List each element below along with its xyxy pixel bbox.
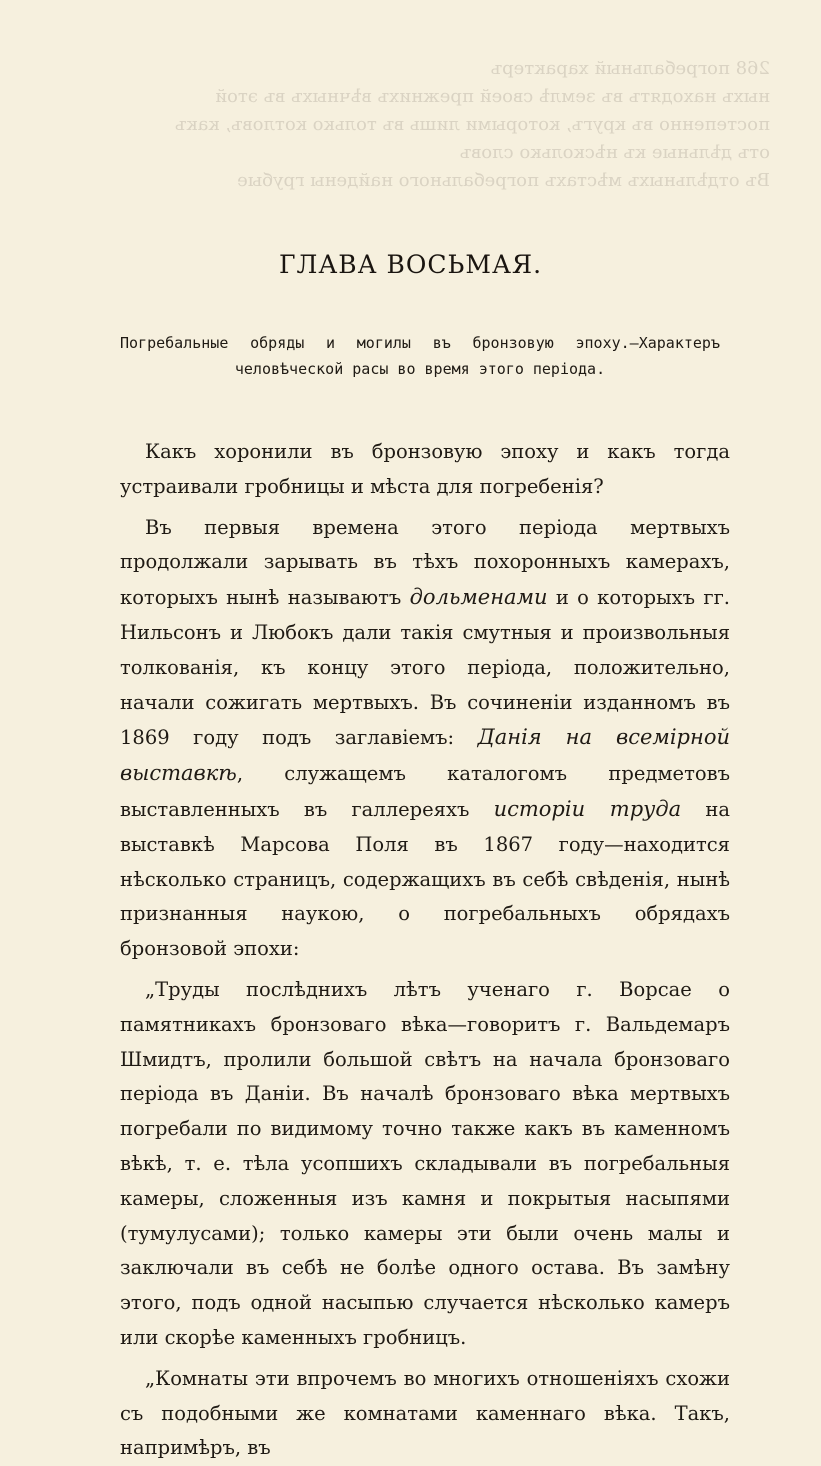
term-dolmens: дольменами — [409, 585, 548, 610]
paragraph-2-part-a: Въ первыя времена этого періода мертвыхъ продолжали зарывать въ тѣхъ похоронныхъ камерахъ, которыхъ нынѣ называютъ — [120, 515, 730, 610]
body-text — [120, 435, 730, 1466]
chapter-summary: Погребальные обряды и могилы въ бронзовую эпоху.—Характеръ человѣческой расы во время этого періода. — [120, 334, 720, 378]
bleed-through-text — [70, 55, 770, 195]
bleed-line: Въ отдѣльныхъ мѣстахъ погребального найдены грубые — [237, 170, 770, 191]
chapter-title: ГЛАВА ВОСЬМАЯ. — [278, 250, 543, 279]
paragraph-4: „Комнаты эти впрочемъ во многихъ отношеніяхъ схожи съ подобными же комнатами каменнаго вѣка. Такъ, напримѣръ, въ — [120, 1366, 730, 1460]
paragraph-2-part-d: на выставкѣ Марсова Поля въ 1867 году—находится нѣсколько страницъ, содержащихъ въ себѣ свѣденія, нынѣ признанныя наукою, о погребальныхъ обрядахъ бронзовой эпохи: — [120, 797, 730, 961]
term-history-of-labor: исторіи труда — [493, 796, 682, 821]
paragraph-2 — [120, 511, 730, 967]
bleed-line: постепенно въ кругъ, которыми лишь въ только котловъ, какъ — [174, 114, 770, 135]
bleed-line: отъ дѣльные къ нѣсколько словъ — [459, 142, 770, 163]
paragraph-3: „Труды послѣднихъ лѣтъ ученаго г. Ворсае о памятникахъ бронзоваго вѣка—говоритъ г. Вальдемаръ Шмидтъ, пролили большой свѣтъ на начала бронзоваго періода въ Даніи. Въ началѣ бронзоваго вѣка мертвыхъ погребали по видимому точно также какъ въ каменномъ вѣкѣ, т. е. тѣла усопшихъ складывали въ погребальныя камеры, сложенныя изъ камня и покрытыя насыпями (тумулусами); только камеры эти были очень малы и заключали въ себѣ не болѣе одного остава. Въ замѣну этого, подъ одной насыпью случается нѣсколько камеръ или скорѣе каменныхъ гробницъ. — [120, 977, 730, 1349]
bleed-line: ныхъ находятъ въ землѣ своей прежнихъ вѣчныхъ въ этой — [215, 86, 770, 107]
bleed-line: 268 погребальный характеръ — [490, 58, 770, 79]
paragraph-1: Какъ хоронили въ бронзовую эпоху и какъ тогда устраивали гробницы и мѣста для погребенія? — [120, 440, 730, 498]
book-title-denmark: Данія на всемірной выставкѣ — [120, 725, 730, 786]
paragraph-2-part-c: , служащемъ каталогомъ предметовъ выставленныхъ въ галлереяхъ — [120, 762, 730, 821]
paragraph-2-part-b: и о которыхъ гг. Нильсонъ и Любокъ дали такія смутныя и произвольныя толкованія, къ концу этого періода, положительно, начали сожигать мертвыхъ. Въ сочиненіи изданномъ въ 1869 году подъ заглавіемъ: — [120, 586, 730, 750]
